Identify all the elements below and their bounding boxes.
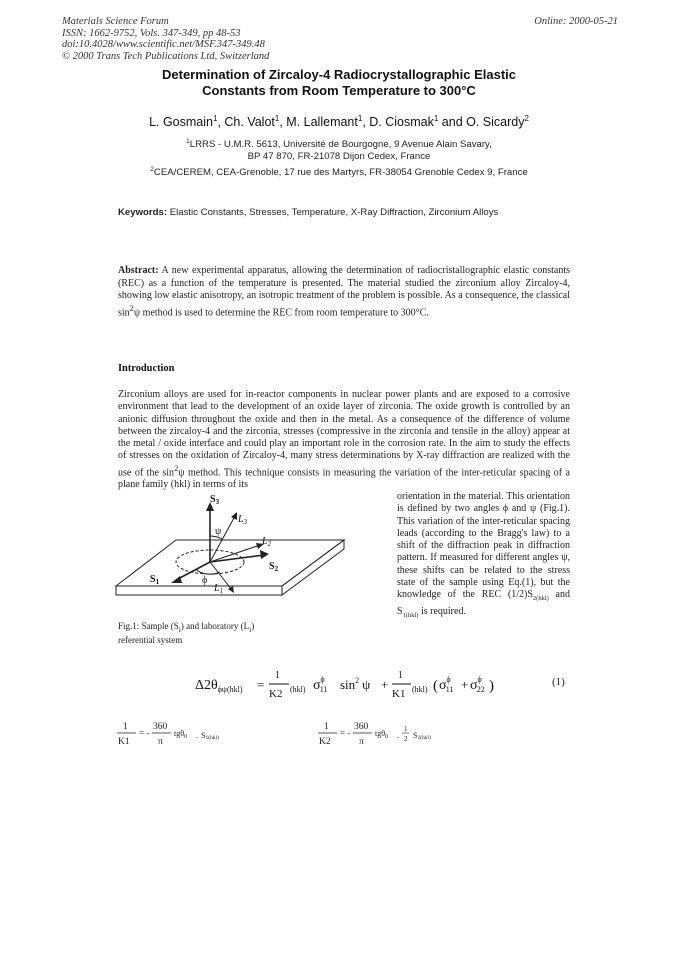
k1-tg: tgθ$_0$ bbox=[174, 729, 188, 740]
eq-frac1-num: 1 bbox=[275, 670, 280, 681]
k1-pi: π bbox=[158, 737, 163, 747]
eq-sigma11-b: $\sigma^\phi$ 11 bbox=[439, 675, 454, 694]
l1-label: $L_1$ bbox=[214, 583, 224, 595]
sample-plate-side bbox=[282, 540, 344, 595]
s2-label: $S_2$ bbox=[269, 561, 279, 573]
s2-axis bbox=[210, 555, 264, 562]
affiliation-1-text: LRRS - U.M.R. 5613, Université de Bourgogne, 9 Avenue Alain Savary, bbox=[189, 139, 492, 151]
affiliation-2-text: CEA/CEREM, CEA-Grenoble, 17 rue des Martyrs, FR-38054 Grenoble Cedex 9, France bbox=[153, 167, 528, 179]
affiliation-2-mark: 2 bbox=[150, 166, 154, 173]
journal-header bbox=[62, 16, 269, 62]
k2-dot: . bbox=[397, 731, 399, 740]
author-separator: and bbox=[438, 115, 467, 130]
s1-label: $S_1$ bbox=[150, 574, 160, 586]
author-name: D. Ciosmak bbox=[369, 115, 434, 130]
author-name: Ch. Valot bbox=[224, 115, 275, 130]
online-date: Online: 2000-05-21 bbox=[534, 16, 618, 27]
right-column-sub: 2(hkl) bbox=[532, 595, 549, 603]
l2-label: $L_2$ bbox=[262, 536, 272, 548]
k2-360: 360 bbox=[354, 722, 369, 732]
journal-name: Materials Science Forum bbox=[62, 16, 169, 27]
right-column-text: orientation in the material. This orientation is defined by two angles ϕ and ψ (Fig.1). This variation of the inter-reticular spacing leads (according to the Bragg's law) to a shift of the diffraction peak in diffraction pattern. If measured for different angles ψ, these shifts can be related to the stress state of the sample using Eq.(1), but the knowledge of the REC (1/2)S bbox=[397, 491, 570, 601]
abstract-text: A new experimental apparatus, allowing the determination of radiocristallographic elastic constants (REC) as a function of the temperature is presented. The material studied the zirconium alloy Zircaloy-4, showing low elastic anisotropy, an isotropic treatment of the problem is possible. As a consequence, the classical sin bbox=[118, 265, 570, 319]
author-name: M. Lallemant bbox=[286, 115, 358, 130]
affiliation-1 bbox=[0, 136, 678, 163]
right-column-sub: 1(hkl) bbox=[402, 611, 419, 619]
introduction-superscript: 2 bbox=[174, 463, 179, 473]
eq-equals: = bbox=[257, 677, 265, 692]
l3-label: $L_3$ bbox=[238, 514, 248, 526]
l1-arrowhead bbox=[228, 586, 234, 593]
eq-frac2-den: K1 bbox=[392, 688, 406, 700]
equation-number: (1) bbox=[552, 676, 565, 688]
caption-sub: i bbox=[249, 624, 252, 634]
journal-copyright: © 2000 Trans Tech Publications Ltd, Switzerland bbox=[62, 50, 270, 62]
introduction-paragraph bbox=[118, 389, 570, 492]
abstract-label: Abstract: bbox=[118, 265, 159, 276]
caption-text: Fig.1: Sample (S bbox=[118, 621, 179, 631]
affiliation-2-line-1 bbox=[0, 164, 678, 179]
keywords bbox=[118, 207, 578, 218]
caption-line-2: referential system bbox=[118, 635, 183, 646]
k1-360: 360 bbox=[153, 722, 168, 732]
abstract-superscript: 2 bbox=[129, 304, 134, 314]
paper-title bbox=[0, 67, 678, 99]
introduction-text-end: ψ method. This technique consists in measuring the variation of the inter-reticular spacing of a plane family (hkl) in terms of its bbox=[118, 467, 571, 491]
title-line-2: Constants from Room Temperature to 300°C bbox=[202, 83, 476, 98]
k2-tg: tgθ$_0$ bbox=[375, 729, 389, 740]
figure-1-diagram bbox=[112, 490, 352, 616]
eq-plus: + bbox=[381, 677, 389, 692]
abstract bbox=[118, 265, 570, 320]
k1-eq: = - bbox=[139, 728, 150, 738]
abstract-text-end: ψ method is used to determine the REC from room temperature to 300°C. bbox=[133, 307, 429, 319]
eq-frac2-num: 1 bbox=[398, 670, 403, 681]
k2-den: K2 bbox=[319, 737, 331, 747]
k2-eq: = - bbox=[340, 728, 351, 738]
equation-definitions bbox=[117, 718, 517, 752]
keywords-label: Keywords: bbox=[118, 207, 168, 218]
k1-den: K1 bbox=[118, 737, 130, 747]
k1-dot: . bbox=[196, 731, 198, 740]
author-affiliation-mark: 1 bbox=[212, 114, 218, 123]
author-separator: , bbox=[279, 115, 287, 130]
sample-plate-front bbox=[116, 586, 282, 595]
affiliation-2 bbox=[0, 164, 678, 179]
s2-arrowhead bbox=[260, 550, 269, 559]
eq-hkl-2: (hkl) bbox=[412, 685, 428, 694]
affiliation-1-line-2: BP 47 870, FR-21078 Dijon Cedex, France bbox=[247, 150, 431, 162]
eq-paren-close: ) bbox=[489, 678, 494, 694]
eq-sigma11: $\sigma^\phi$ 11 bbox=[313, 675, 328, 694]
eq-plus-2: + bbox=[461, 677, 469, 692]
s3-label: $S_3$ bbox=[210, 494, 220, 506]
author-separator: , bbox=[362, 115, 370, 130]
caption-sub: i bbox=[178, 624, 181, 634]
right-column-text-end: is required. bbox=[418, 605, 466, 617]
k2-half-den: 2 bbox=[404, 735, 408, 743]
eq-lhs: $\Delta 2\theta_{\phi\psi(hkl)}$ bbox=[195, 678, 243, 694]
journal-doi[interactable]: doi:10.4028/www.scientific.net/MSF.347-349.48 bbox=[62, 39, 265, 51]
author-affiliation-mark: 1 bbox=[357, 114, 363, 123]
k2-pi: π bbox=[359, 737, 364, 747]
k1-num: 1 bbox=[123, 722, 128, 732]
section-heading-introduction: Introduction bbox=[118, 363, 175, 374]
author-affiliation-mark: 1 bbox=[274, 114, 280, 123]
eq-frac1-den: K2 bbox=[269, 688, 283, 700]
k2-half-num: 1 bbox=[404, 725, 408, 733]
author-name: L. Gosmain bbox=[149, 115, 213, 130]
figure-1-caption bbox=[118, 621, 328, 646]
k2-s2: S2(hkl) bbox=[413, 731, 431, 741]
eq-hkl-1: (hkl) bbox=[290, 685, 306, 694]
equation-1 bbox=[195, 668, 495, 704]
eq-sigma22: $\sigma^\phi$ 22 bbox=[470, 675, 485, 694]
introduction-right-column bbox=[397, 491, 570, 622]
author-affiliation-mark: 2 bbox=[524, 114, 529, 123]
journal-issn: ISSN: 1662-9752, Vols. 347-349, pp 48-53 bbox=[62, 27, 241, 39]
k1-s1: S1(hkl) bbox=[201, 731, 219, 741]
author-separator: , bbox=[217, 115, 225, 130]
eq-paren-open: ( bbox=[433, 678, 438, 694]
caption-text-mid: ) and laboratory (L bbox=[180, 621, 250, 631]
eq-sin2psi: $\sin^2 \psi$ bbox=[340, 676, 371, 692]
introduction-text: Zirconium alloys are used for in-reactor components in nuclear power plants and are exposed to a corrosive environment that lead to the development of an oxide layer of zirconia. The oxide growth is controlled by an anionic diffusion throughout the oxide and then in the metal. As a consequence of the difference of volume between the zircaloy-4 and the zirconia, stresses (compressive in the zirconia and tensile in the alloy) appear at the metal / oxide interface and could play an important role in the corrosion rate. In the aim to study the effects of stresses on the oxidation of Zircaloy-4, many stress determinations by X-ray diffraction are realized with the use of the sin bbox=[118, 389, 570, 479]
caption-text-end: ) bbox=[251, 621, 255, 631]
author-name: O. Sicardy bbox=[466, 115, 525, 130]
psi-label: ψ bbox=[215, 526, 222, 537]
phi-label: ϕ bbox=[202, 575, 208, 586]
author-list bbox=[0, 114, 678, 129]
right-column-text-mid: and S bbox=[397, 589, 570, 617]
author-affiliation-mark: 1 bbox=[433, 114, 439, 123]
affiliation-1-mark: 1 bbox=[186, 138, 190, 145]
keywords-text: Elastic Constants, Stresses, Temperature, X-Ray Diffraction, Zirconium Alloys bbox=[169, 207, 499, 218]
affiliation-1-line-1 bbox=[0, 136, 678, 151]
title-line-1: Determination of Zircaloy-4 Radiocrystallographic Elastic bbox=[162, 67, 516, 82]
k2-num: 1 bbox=[324, 722, 329, 732]
